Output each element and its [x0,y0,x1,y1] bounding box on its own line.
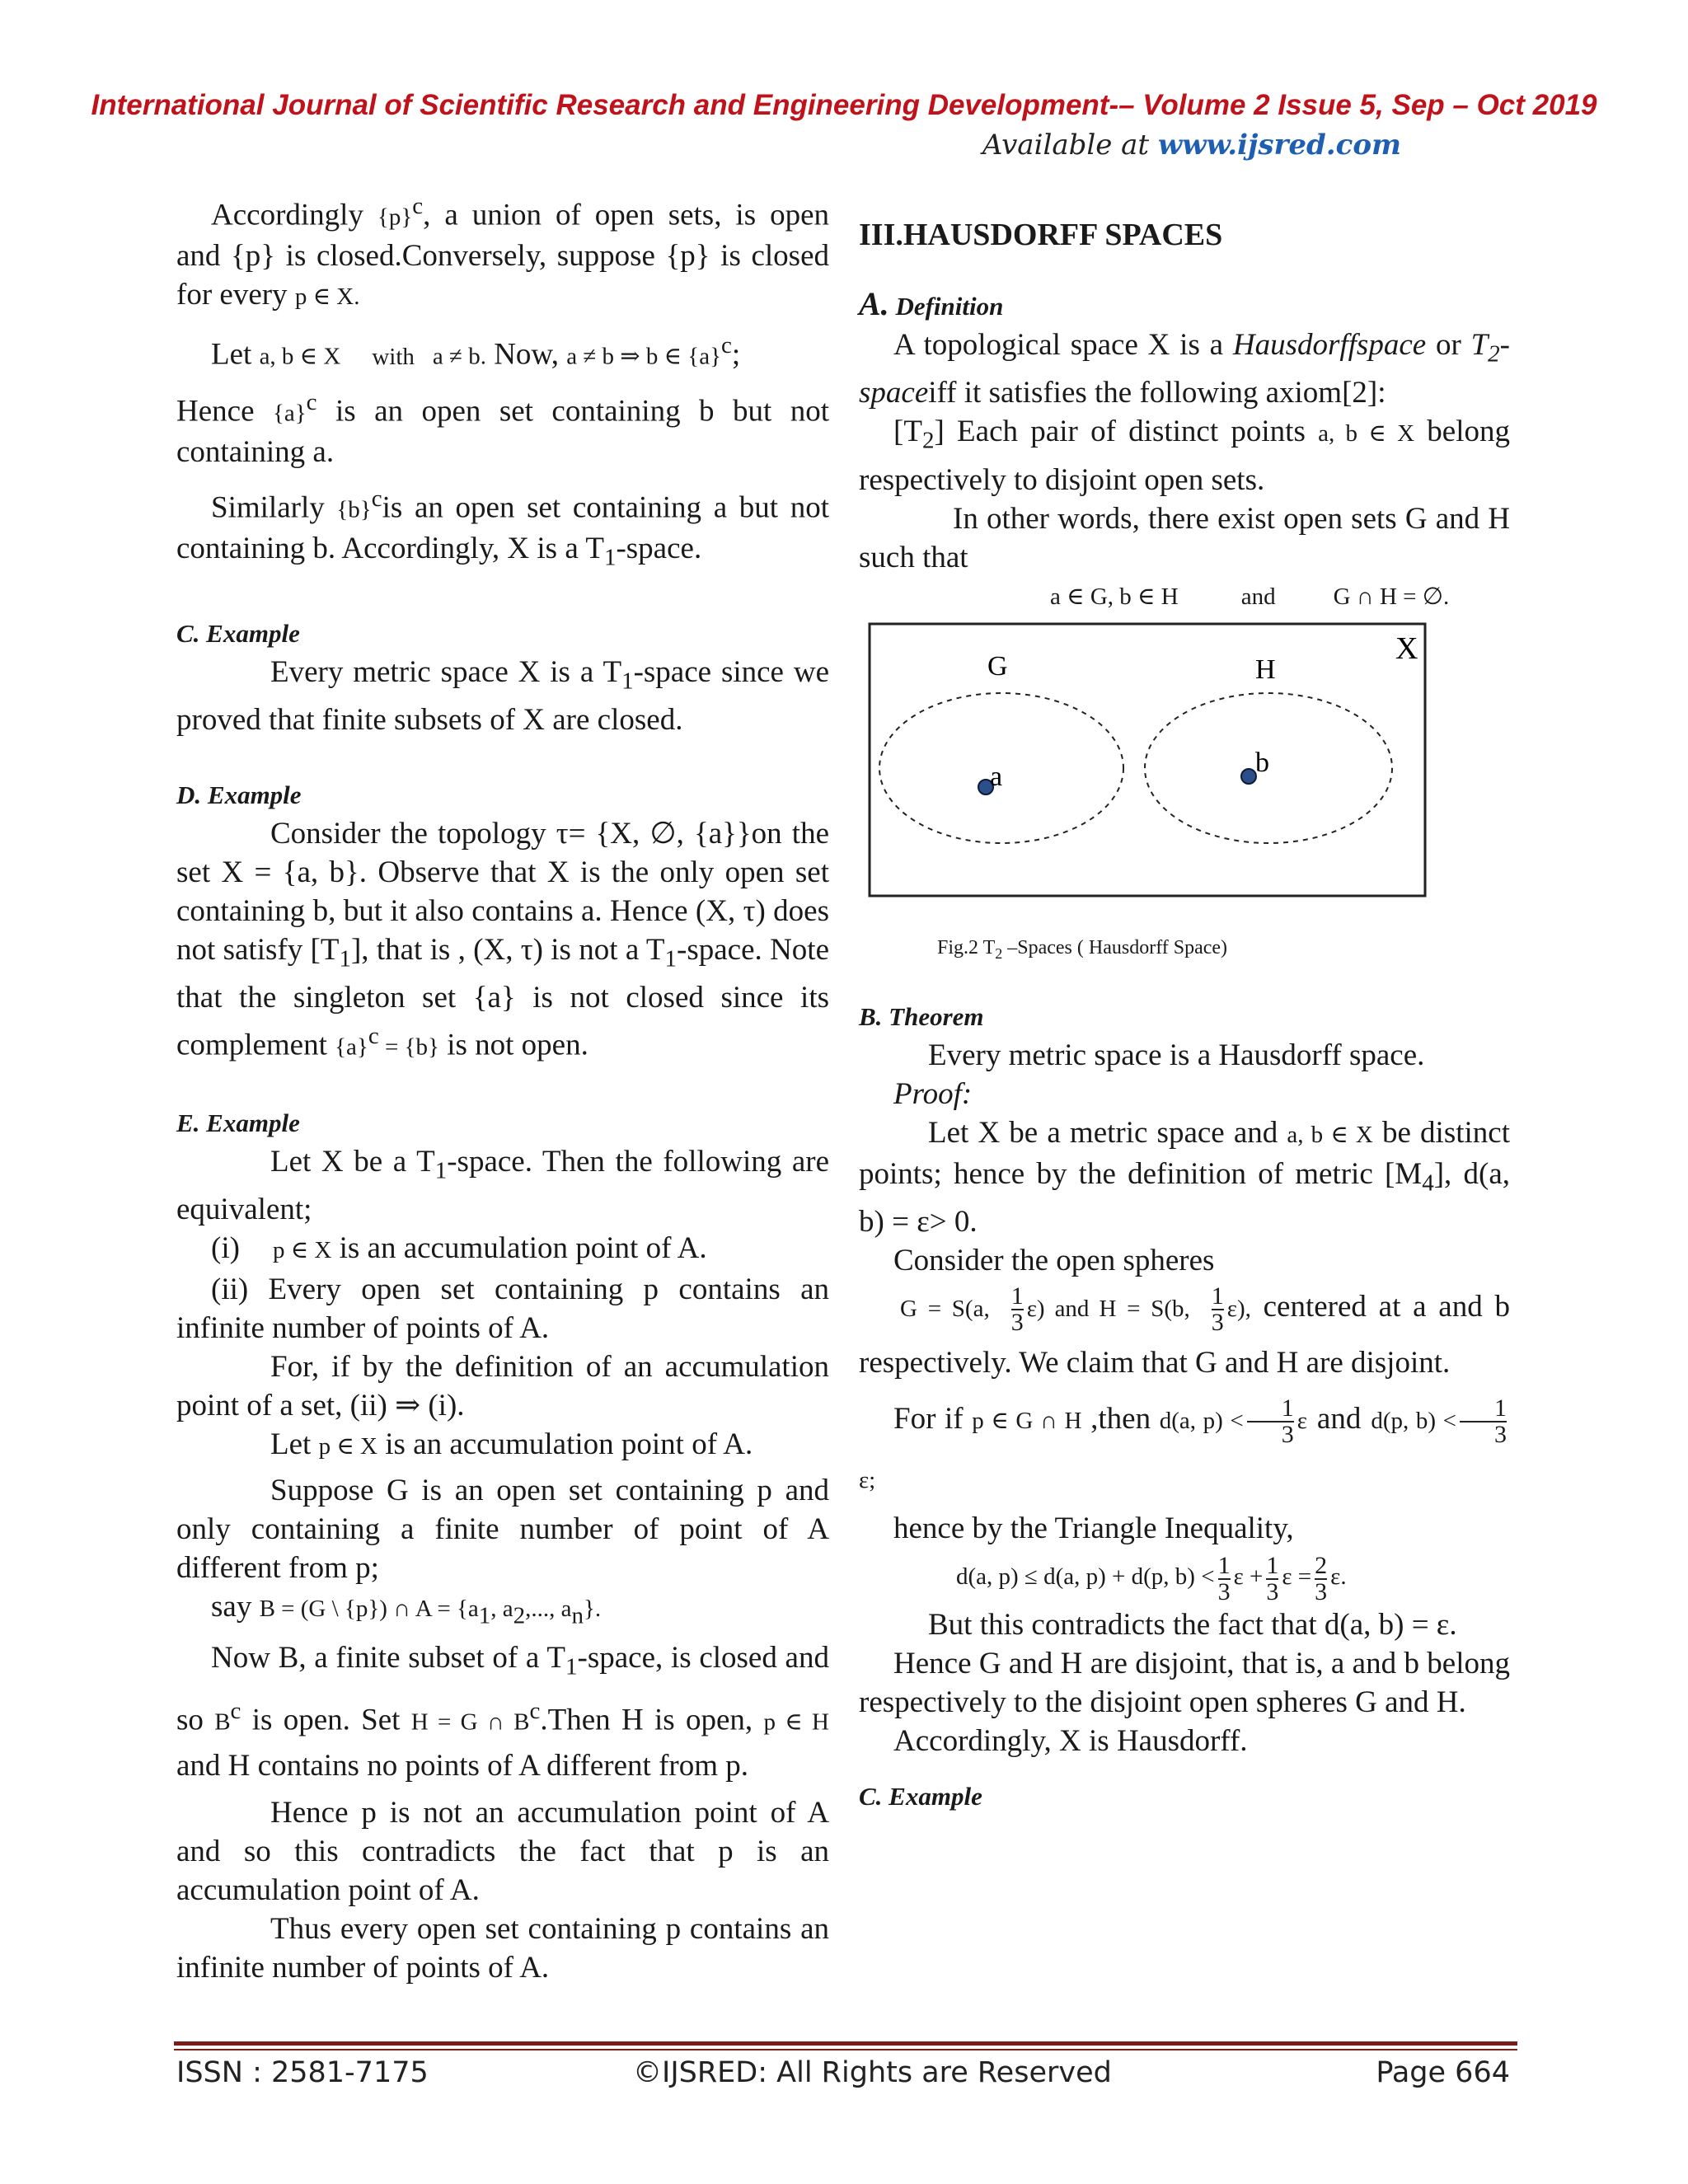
figure-label-a: a [990,762,1003,792]
space-x-box [870,624,1425,896]
paragraph-accordingly: Accordingly $\{p\}^c$, a union of open sets, is open and {p} is closed.Conversely, suppose {p} is closed for every p ∈ X. [176,193,829,312]
fraction-one-third: $\frac{1}{3}$ [1266,1551,1279,1605]
paragraph-now-b: Now B, a finite subset of a $T_1$-space, is closed and so $B^c$ is open. Set H = G ∩ $B^c.Then$ H is open, p ∈ H and H contains no points of A different from p. [176,1640,829,1783]
heading-a-definition: A. Definition [859,285,1004,322]
heading-b-theorem: B. Theorem [859,1002,984,1031]
heading-c-example: C. Example [176,618,300,648]
list-item-ii: (ii) Every open set containing p contains an infinite number of points of A. [176,1272,829,1346]
condition-line: a ∈ G, b ∈ H and G ∩ H = ∅. [1050,583,1450,610]
paragraph-thus: Thus every open set containing p contains an infinite number of points of A. [176,1912,829,1985]
footer-rights: ©IJSRED: All Rights are Reserved [633,2056,1112,2089]
paragraph-conclusion: Accordingly, X is Hausdorff. [893,1724,1248,1759]
footer-rule [174,2041,1517,2046]
paragraph-for-if: For, if by the definition of an accumulation point of a set, (ii) ⇒ (i). [176,1350,829,1423]
paragraph-t2-axiom: $[T_2]$ Each pair of distinct points a, b ∈ X belong respectively to disjoint open sets. [859,415,1510,497]
journal-url-link[interactable]: www.ijsred.com [1157,129,1401,162]
fraction-one-third: $\frac{1}{3}$ [1244,1396,1297,1447]
triangle-inequality: d(a, p) ≤ d(a, p) + d(p, b) < $\frac{1}{3}$ ε + $\frac{1}{3}$ ε = $\frac{2}{3}$ ε. [956,1551,1347,1605]
figure-label-g: G [987,651,1008,682]
hausdorff-figure [868,622,1430,902]
paragraph-d-example: Consider the topology τ= {X, ∅, {a}}on the set X = {a, b}. Observe that X is the only open set containing b, but it also contains a. Hence (X, τ) does not satisfy $[T_1]$, that is , (X, τ) is not a $T_1$-space. Note that the singleton set {a} is not closed since its complement $\{a\}^c = \{b\}$ is not open. [176,817,829,1062]
list-item-i: (i) p ∈ X is an accumulation point of A. [211,1231,707,1266]
figure-label-x: X [1395,631,1418,666]
paragraph-definition: A topological space X is a Hausdorffspace or $T_2$-spaceiff it satisfies the following axiom[2]: [859,328,1510,410]
paragraph-similarly: Similarly $\{b\}^cis$ an open set containing a but not containing b. Accordingly, X is a $T_1$-space. [176,485,829,571]
paragraph-hence-p: Hence p is not an accumulation point of A and so this contradicts the fact that p is an accumulation point of A. [176,1796,829,1908]
figure-label-b: b [1255,748,1269,778]
paragraph-let-p: Let p ∈ X is an accumulation point of A. [270,1427,753,1462]
footer-page-number: Page 664 [1376,2056,1510,2089]
right-column [859,216,1510,616]
paragraph-triangle: hence by the Triangle Inequality, [893,1511,1294,1546]
paragraph-hence-a: Hence $\{a\}^c$ is an open set containing b but not containing a. [176,388,829,469]
heading-c-example-right: C. Example [859,1782,982,1811]
paragraph-other-words: In other words, there exist open sets G and H such that [859,501,1510,574]
fraction-one-third: $\frac{1}{3}$ [1010,1282,1024,1336]
availability-line [982,129,1401,162]
paragraph-let: Let a, b ∈ X with a ≠ b. Now, a ≠ b ⇒ b ∈ $\{a\}^c$; [211,332,741,372]
figure-caption: Fig.2 $T_2$ –Spaces ( Hausdorff Space) [937,937,1228,962]
available-prefix: Available at [982,129,1158,162]
paragraph-disjoint: Hence G and H are disjoint, that is, a and b belong respectively to the disjoint open spheres G and H. [859,1647,1510,1720]
fraction-one-third: $\frac{1}{3}$ [1217,1551,1231,1605]
fraction-two-thirds: $\frac{2}{3}$ [1315,1551,1328,1605]
footer-issn: ISSN : 2581-7175 [176,2056,429,2089]
left-column [176,187,829,1987]
paragraph-consider: Consider the open spheres [893,1244,1215,1278]
paragraph-for-if-p: For if p ∈ G ∩ H ,then d(a, p) < $\frac{1}{3}$ ε and d(p, b) < $\frac{1}{3}$ ε; [859,1390,1510,1509]
paragraph-c-example: Every metric space X is a $T_1$-space since we proved that finite subsets of X are closed. [176,654,829,738]
journal-header: International Journal of Scientific Research and Engineering Development-– Volume 2 Issue 5, Sep – Oct 2019 [91,89,1597,121]
paragraph-proof: Let X be a metric space and a, b ∈ X be distinct points; hence by the definition of metric $[M_4]$, d(a, b) = ε> 0. [859,1116,1510,1240]
paragraph-say: say B = (G \ {p}) ∩ $A = \{a_1$, $a_2$,..., $a_n$}. [211,1590,602,1629]
fraction-one-third: $\frac{1}{3}$ [1456,1396,1510,1447]
heading-d-example: D. Example [176,780,302,810]
fraction-one-third: $\frac{1}{3}$ [1211,1282,1224,1336]
figure-label-h: H [1255,654,1276,685]
theorem-statement: Every metric space is a Hausdorff space. [928,1038,1425,1072]
proof-label: Proof: [893,1077,973,1111]
point-b-dot [1241,769,1256,784]
section-heading-hausdorff: III.HAUSDORFF SPACES [859,218,1223,252]
paragraph-e-example: Let X be a $T_1$-space. Then the following are equivalent; [176,1144,829,1227]
right-column-lower [859,997,1510,1816]
paragraph-spheres: G = S(a, $\frac{1}{3}$ ε) and H = S(b, $\frac{1}{3}$ ε), centered at a and b respectively. We claim that G and H are disjoint. [859,1282,1510,1380]
paragraph-suppose: Suppose G is an open set containing p and only containing a finite number of point of A different from p; [176,1474,829,1586]
heading-e-example: E. Example [176,1108,300,1137]
paragraph-contradiction: But this contradicts the fact that d(a, b) = ε. [928,1608,1457,1643]
footer-rule-thin [174,2049,1517,2050]
